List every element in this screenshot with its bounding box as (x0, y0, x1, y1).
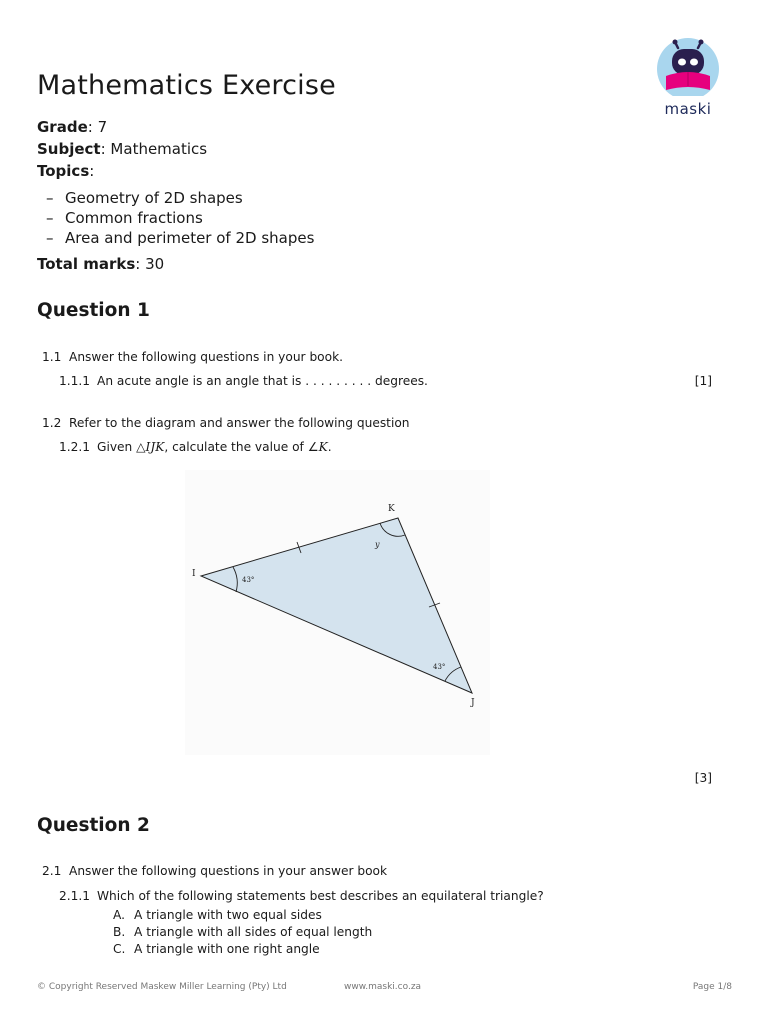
option-text: A triangle with one right angle (134, 942, 320, 956)
question-number: 1.2.1 (59, 440, 91, 454)
angle-symbol: ∠ (307, 440, 319, 454)
topic-item: – Geometry of 2D shapes (46, 189, 243, 207)
copyright-icon: © (37, 982, 46, 992)
angle-label-i: 43° (242, 576, 255, 584)
question-text: Which of the following statements best describes an equilateral triangle? (97, 889, 544, 903)
topics-line (37, 162, 94, 180)
question-1-heading: Question 1 (37, 300, 150, 321)
grade-line (37, 118, 107, 136)
maski-mascot-icon (656, 38, 720, 96)
question-number: 1.2 (42, 416, 62, 430)
option-letter: C. (113, 942, 126, 956)
question-number: 1.1 (42, 350, 62, 364)
triangle-ijk-figure (185, 470, 490, 755)
question-text: Answer the following questions in your answer book (69, 864, 388, 878)
grade-label: Grade (37, 118, 88, 136)
vertex-label-j: J (471, 698, 475, 708)
subject-value: : Mathematics (100, 140, 208, 158)
grade-value: : 7 (87, 118, 108, 136)
maski-logo (656, 38, 720, 118)
question-1-2-1: 1.2.1 Given △IJK, calculate the value of ∠K. (59, 440, 332, 454)
question-1-1-1 (59, 374, 428, 388)
footer-page-number: Page 1/8 (692, 982, 732, 992)
question-2-heading: Question 2 (37, 815, 150, 836)
angle-name: K (318, 440, 328, 454)
topics-label: Topics (37, 162, 90, 180)
topics-colon: : (89, 162, 95, 180)
vertex-label-i: I (192, 569, 196, 579)
option-letter: B. (113, 925, 126, 939)
question-1-1 (42, 350, 343, 364)
total-marks-value: : 30 (135, 255, 165, 273)
logo-text: maski (664, 100, 712, 118)
question-number: 2.1 (42, 864, 62, 878)
option-text: A triangle with all sides of equal length (134, 925, 373, 939)
triangle-name: IJK (145, 440, 165, 454)
subject-line (37, 140, 207, 158)
page-title: Mathematics Exercise (37, 70, 336, 101)
option-b (113, 925, 372, 939)
question-text: Refer to the diagram and answer the following question (69, 416, 410, 430)
vertex-label-k: K (388, 504, 395, 514)
total-marks-line (37, 255, 164, 273)
copyright-text: Copyright Reserved Maskew Miller Learning (Pty) Ltd (48, 982, 287, 992)
question-1-2 (42, 416, 410, 430)
marks-badge: [1] (694, 374, 712, 388)
question-2-1-1 (59, 889, 544, 903)
angle-label-j: 43° (433, 663, 446, 671)
question-text: Answer the following questions in your book. (69, 350, 344, 364)
angle-label-k: y (375, 540, 380, 549)
question-2-1 (42, 864, 387, 878)
option-c (113, 942, 320, 956)
option-a (113, 908, 322, 922)
subject-label: Subject (37, 140, 101, 158)
total-marks-label: Total marks (37, 255, 136, 273)
question-number: 2.1.1 (59, 889, 91, 903)
question-text: An acute angle is an angle that is . . . . . . . . . degrees. (97, 374, 428, 388)
option-text: A triangle with two equal sides (134, 908, 322, 922)
footer-copyright (37, 982, 287, 992)
question-number: 1.1.1 (59, 374, 91, 388)
marks-badge: [3] (694, 771, 712, 785)
triangle-symbol: △ (136, 440, 146, 454)
topics-list (46, 188, 314, 248)
option-letter: A. (113, 908, 125, 922)
triangle-diagram (185, 470, 490, 755)
footer-website: www.maski.co.za (344, 982, 422, 992)
topic-item: – Common fractions (46, 209, 203, 227)
topic-item: – Area and perimeter of 2D shapes (46, 229, 315, 247)
